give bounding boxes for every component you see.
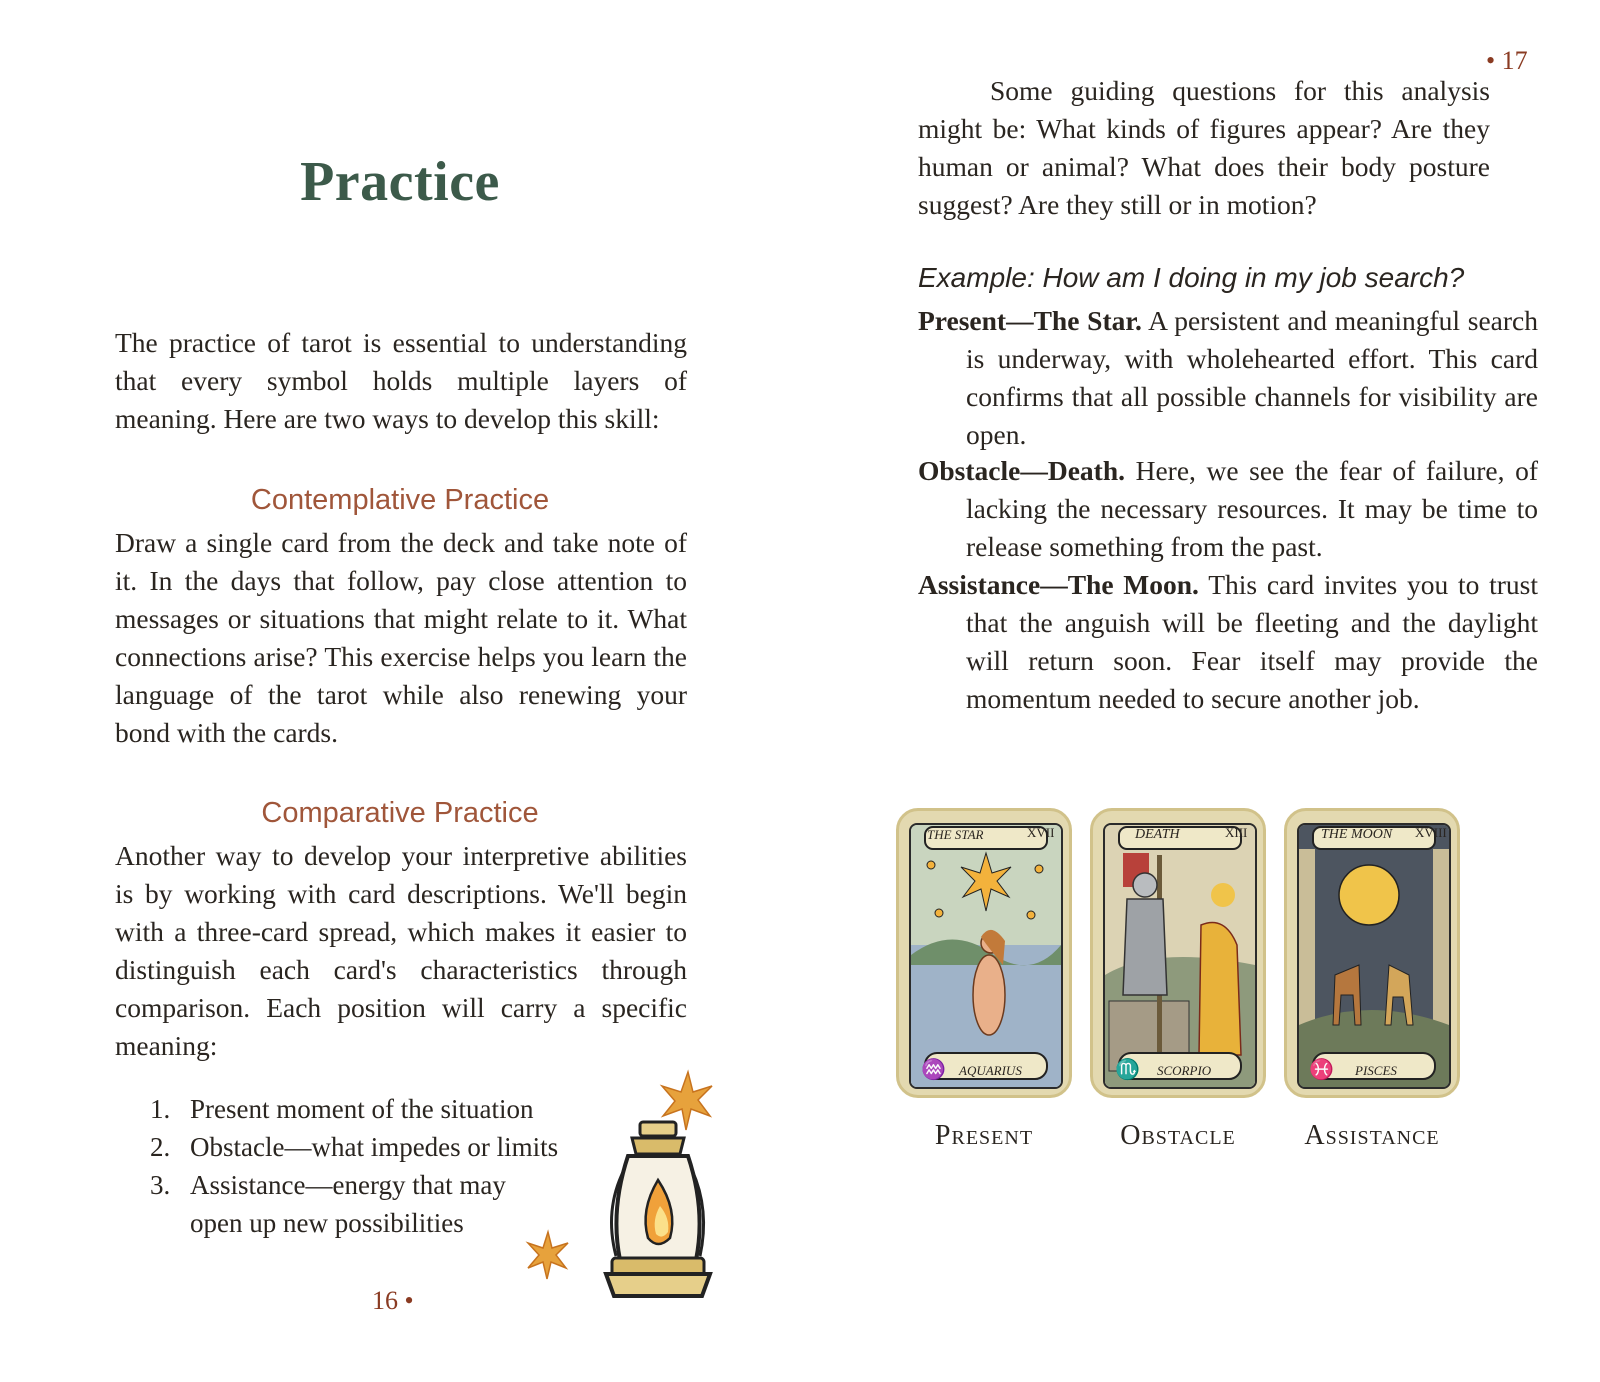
card-label-assistance: Assistance — [1304, 1120, 1440, 1151]
lantern-illustration-icon — [520, 1060, 720, 1310]
pisces-icon: ♓ — [1309, 1059, 1334, 1081]
right-page — [800, 0, 1600, 1382]
example-question: Example: How am I doing in my job search? — [918, 262, 1465, 293]
guiding-questions-paragraph: Some guiding questions for this analysis might be: What kinds of figures appear? Are they human or animal? What does their body posture suggest? Are they still or in motion? — [918, 75, 1490, 220]
card-numeral: XVIII — [1415, 825, 1447, 840]
page-number-right: • 17 — [1486, 46, 1528, 75]
contemplative-heading: Contemplative Practice — [250, 484, 550, 516]
comparative-paragraph: Another way to develop your interpretive abilities is by working with card descriptions. We'll begin with a three-card spread, which makes it easier to distinguish each card's characteristics through comparison. Each position will carry a specific meaning: — [115, 840, 687, 1061]
list-item: 2. Obstacle—what impedes or limits — [150, 1132, 559, 1162]
card-title: THE STAR — [927, 827, 984, 842]
page-number-left: 16 • — [372, 1286, 414, 1315]
list-item: 3. Assistance—energy that may open up new possibilities — [150, 1170, 506, 1238]
card-numeral: XVII — [1027, 825, 1055, 840]
card-label-present: Present — [934, 1120, 1034, 1151]
comparative-heading: Comparative Practice — [261, 797, 539, 829]
entry-obstacle: Obstacle—Death. Here, we see the fear of failure, of lacking the necessary resources. It may be time to release something from the past. — [918, 455, 1538, 562]
entry-assistance: Assistance—The Moon. This card invites you to trust that the anguish will be fleeting and the daylight will return soon. Fear itself may provide the momentum needed to secure another job. — [918, 569, 1538, 714]
aquarius-icon: ♒ — [921, 1059, 946, 1081]
card-sign: SCORPIO — [1157, 1063, 1212, 1078]
card-sign: AQUARIUS — [959, 1063, 1022, 1078]
scorpio-icon: ♏ — [1115, 1059, 1140, 1081]
card-title: THE MOON — [1321, 827, 1393, 842]
card-title: DEATH — [1135, 827, 1180, 842]
card-sign: PISCES — [1355, 1063, 1397, 1078]
entry-present: Present—The Star. A persistent and meaningful search is underway, with wholehearted effort. This card confirms that all possible channels for visibility are open. — [918, 305, 1538, 450]
contemplative-paragraph: Draw a single card from the deck and take note of it. In the days that follow, pay close attention to messages or situations that might relate to it. What connections arise? This exercise helps you learn the language of the tarot while also renewing your bond with the cards. — [115, 527, 687, 748]
list-item: 1. Present moment of the situation — [150, 1094, 534, 1124]
card-numeral: XIII — [1225, 825, 1248, 840]
tarot-card-death — [1090, 808, 1266, 1098]
intro-paragraph: The practice of tarot is essential to understanding that every symbol holds multiple layers of meaning. Here are two ways to develop this skill: — [115, 327, 687, 434]
card-label-obstacle: Obstacle — [1120, 1120, 1236, 1151]
tarot-card-moon — [1284, 808, 1460, 1098]
tarot-card-star — [896, 808, 1072, 1098]
page-title: Practice — [300, 151, 500, 213]
